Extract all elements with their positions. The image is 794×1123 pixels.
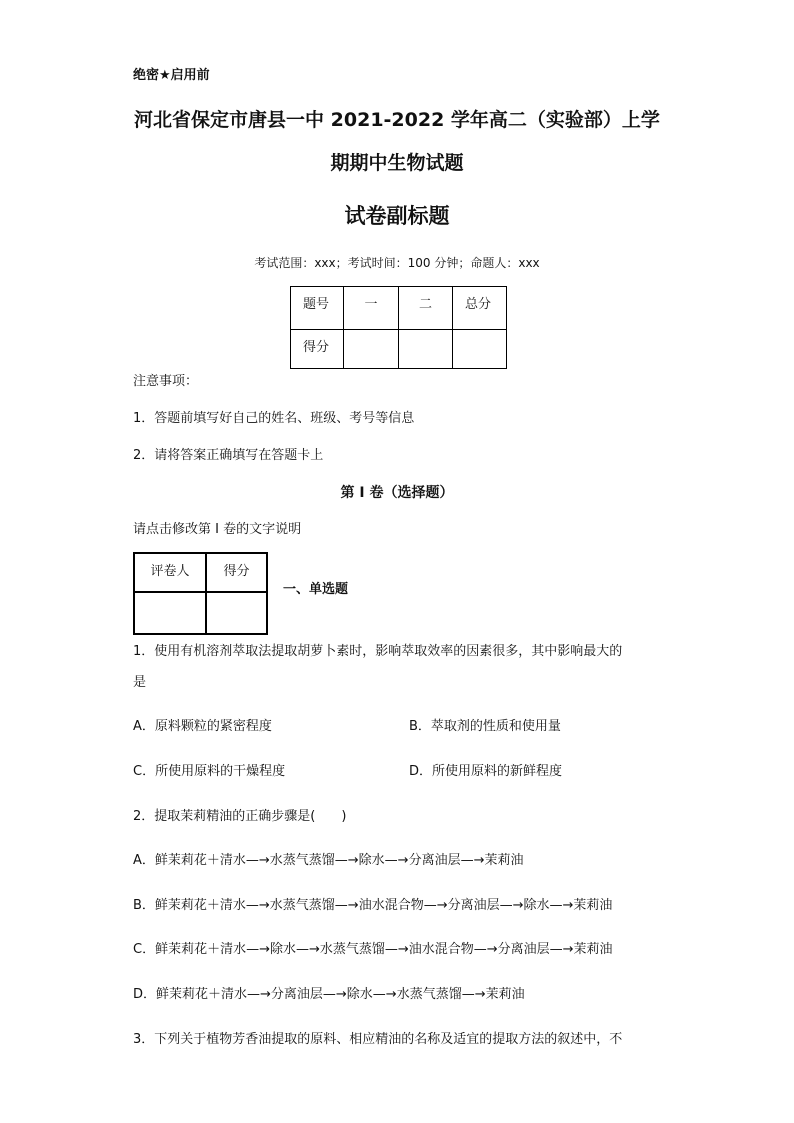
question-1-option-c: C．所使用原料的干燥程度 <box>133 764 286 779</box>
question-2-stem: 2．提取茉莉精油的正确步骤是( ) <box>133 809 347 824</box>
grader-cell <box>134 592 206 634</box>
score-cell-part2 <box>399 330 453 369</box>
score-row-label: 得分 <box>291 330 344 369</box>
grader-score-cell <box>206 592 267 634</box>
question-2-option-d: D．鲜茉莉花＋清水—→分离油层—→除水—→水蒸气蒸馏—→茉莉油 <box>133 987 525 1002</box>
question-2-option-a: A．鲜茉莉花＋清水—→水蒸气蒸馏—→除水—→分离油层—→茉莉油 <box>133 853 524 868</box>
exam-title-line2: 期期中生物试题 <box>330 152 464 174</box>
part-title: 一、单选题 <box>283 582 349 597</box>
question-2-option-c: C．鲜茉莉花＋清水—→除水—→水蒸气蒸馏—→油水混合物—→分离油层—→茉莉油 <box>133 942 613 957</box>
confidential-label: 绝密★启用前 <box>133 68 210 83</box>
score-header-question: 题号 <box>291 287 344 330</box>
question-1-stem-cont: 是 <box>133 675 147 690</box>
grader-table <box>133 552 268 635</box>
exam-subtitle: 试卷副标题 <box>344 204 450 228</box>
note-item-1: 1．答题前填写好自己的姓名、班级、考号等信息 <box>133 411 415 426</box>
exam-title-line1: 河北省保定市唐县一中 2021-2022 学年高二（实验部）上学 <box>134 109 660 131</box>
grader-score-header: 得分 <box>206 553 267 592</box>
question-1-option-d: D．所使用原料的新鲜程度 <box>409 764 563 779</box>
note-item-2: 2．请将答案正确填写在答题卡上 <box>133 448 324 463</box>
score-cell-total <box>453 330 507 369</box>
score-header-part2: 二 <box>399 287 453 330</box>
score-table <box>290 286 507 369</box>
question-1-option-b: B．萃取剂的性质和使用量 <box>409 719 561 734</box>
score-header-total: 总分 <box>453 287 507 330</box>
question-1-option-a: A．原料颗粒的紧密程度 <box>133 719 272 734</box>
section-title: 第 I 卷（选择题） <box>340 485 454 501</box>
score-cell-part1 <box>344 330 399 369</box>
notes-title: 注意事项： <box>133 374 199 389</box>
question-2-option-b: B．鲜茉莉花＋清水—→水蒸气蒸馏—→油水混合物—→分离油层—→除水—→茉莉油 <box>133 898 613 913</box>
score-header-part1: 一 <box>344 287 399 330</box>
exam-info: 考试范围：xxx；考试时间：100 分钟；命题人：xxx <box>254 256 540 270</box>
section-instruction: 请点击修改第 I 卷的文字说明 <box>133 522 302 537</box>
grader-header: 评卷人 <box>134 553 206 592</box>
question-3-stem: 3．下列关于植物芳香油提取的原料、相应精油的名称及适宜的提取方法的叙述中，不 <box>133 1032 623 1047</box>
question-1-stem: 1．使用有机溶剂萃取法提取胡萝卜素时，影响萃取效率的因素很多，其中影响最大的 <box>133 644 623 659</box>
